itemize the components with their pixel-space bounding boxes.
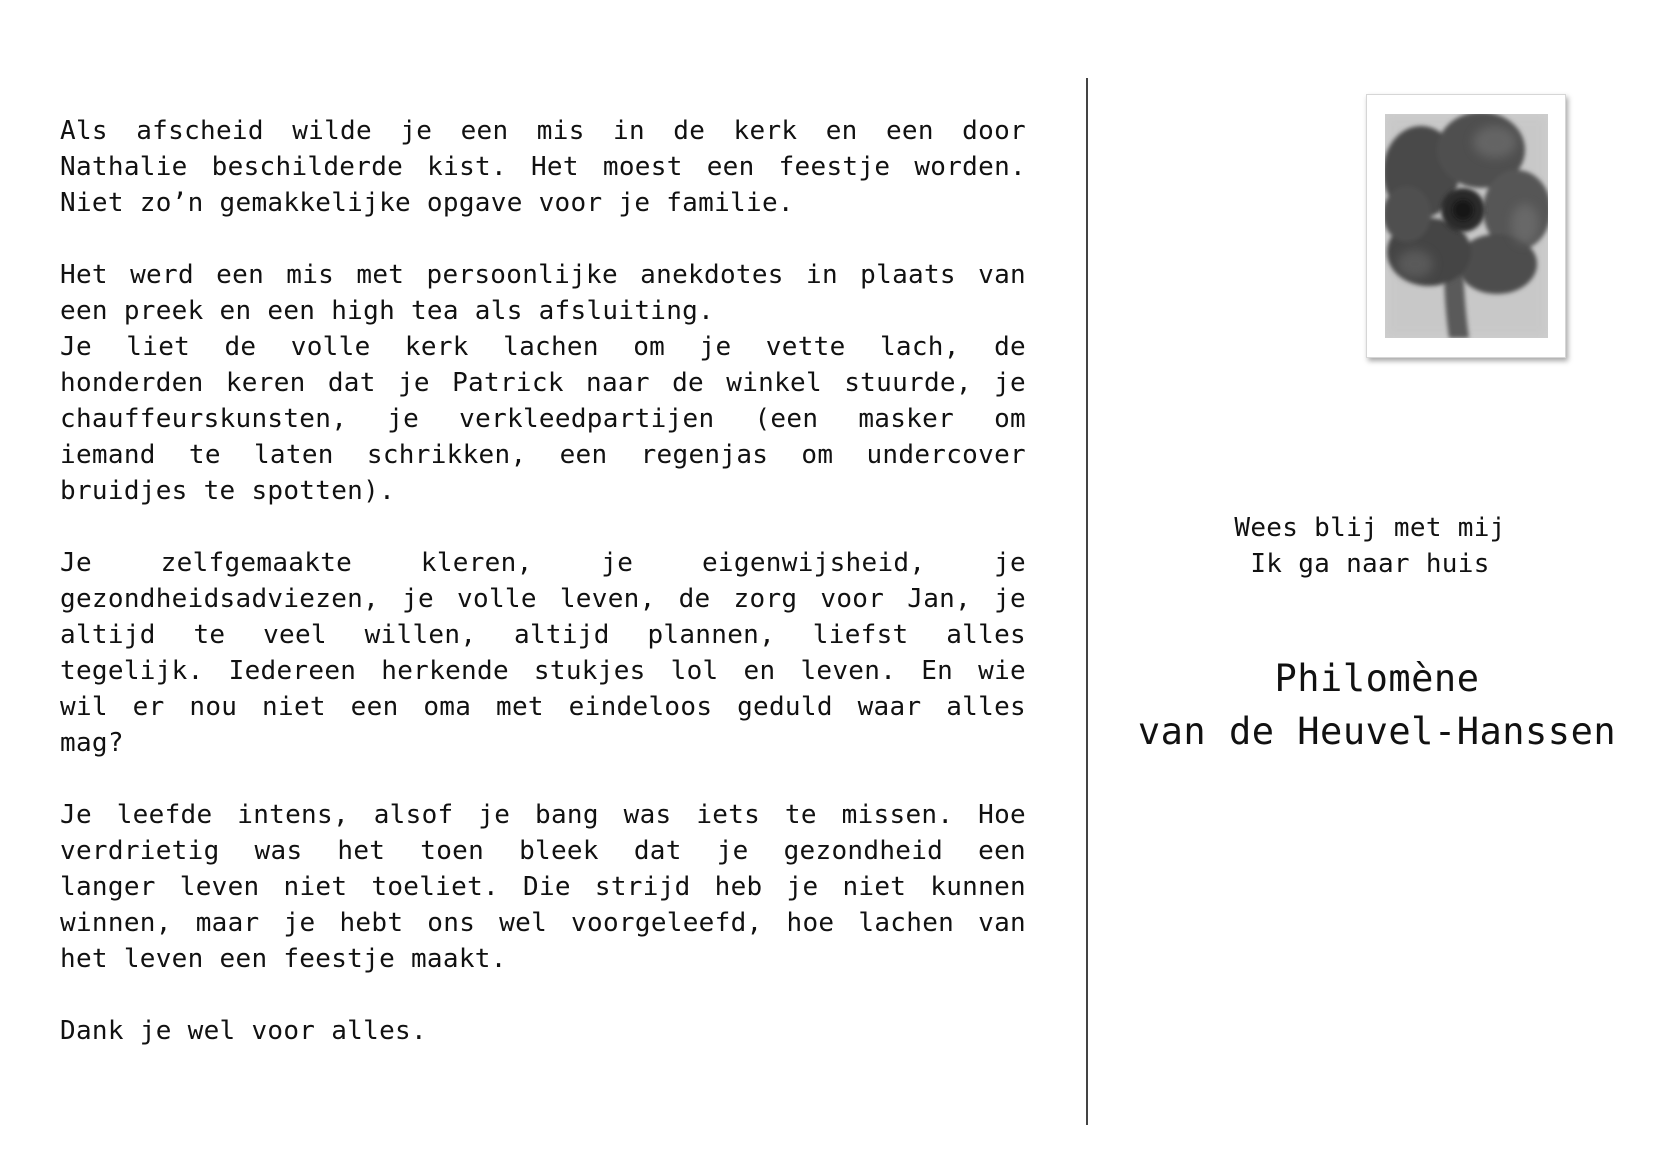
paragraph	[60, 797, 1026, 977]
paragraph	[60, 545, 1026, 761]
text-line: winnen, maar je hebt ons wel voorgeleefd, hoe lachen van	[60, 908, 1026, 938]
deceased-name	[1100, 652, 1654, 758]
poem-line: Ik ga naar huis	[1250, 549, 1490, 579]
poem-line: Wees blij met mij	[1234, 513, 1506, 543]
text-line: Je leefde intens, alsof je bang was iets te missen. Hoe	[60, 800, 1026, 830]
text-line: Dank je wel voor alles.	[60, 1016, 427, 1046]
text-line: Niet zo’n gemakkelijke opgave voor je familie.	[60, 188, 794, 218]
text-line: bruidjes te spotten).	[60, 476, 396, 506]
text-line: Je zelfgemaakte kleren, je eigenwijsheid, je	[60, 548, 1026, 578]
paragraph	[60, 257, 1026, 509]
text-line: Je liet de volle kerk lachen om je vette lach, de	[60, 332, 1026, 362]
paragraph	[60, 113, 1026, 221]
paragraph	[60, 1013, 1026, 1049]
text-line: gezondheidsadviezen, je volle leven, de zorg voor Jan, je	[60, 584, 1026, 614]
family-name: van de Heuvel-Hanssen	[1137, 710, 1617, 753]
text-line: wil er nou niet een oma met eindeloos geduld waar alles	[60, 692, 1026, 722]
poem	[1100, 510, 1640, 582]
text-line: Als afscheid wilde je een mis in de kerk en een door	[60, 116, 1026, 146]
text-line: verdrietig was het toen bleek dat je gezondheid een	[60, 836, 1026, 866]
text-line: langer leven niet toeliet. Die strijd heb je niet kunnen	[60, 872, 1026, 902]
text-line: chauffeurskunsten, je verkleedpartijen (een masker om	[60, 404, 1026, 434]
text-line: een preek en een high tea als afsluiting.	[60, 296, 715, 326]
text-line: iemand te laten schrikken, een regenjas om undercover	[60, 440, 1026, 470]
flower-icon	[1385, 114, 1548, 338]
text-line: Nathalie beschilderde kist. Het moest een feestje worden.	[60, 152, 1026, 182]
text-line: mag?	[60, 728, 124, 758]
text-line: tegelijk. Iedereen herkende stukjes lol en leven. En wie	[60, 656, 1026, 686]
text-line: altijd te veel willen, altijd plannen, liefst alles	[60, 620, 1026, 650]
text-line: Het werd een mis met persoonlijke anekdotes in plaats van	[60, 260, 1026, 290]
flower-painting-image	[1385, 114, 1548, 338]
first-name: Philomène	[1274, 657, 1480, 700]
text-line: honderden keren dat je Patrick naar de winkel stuurde, je	[60, 368, 1026, 398]
text-line: het leven een feestje maakt.	[60, 944, 507, 974]
photo-frame	[1366, 94, 1566, 358]
memorial-text	[60, 113, 1026, 1085]
vertical-divider	[1086, 78, 1088, 1125]
